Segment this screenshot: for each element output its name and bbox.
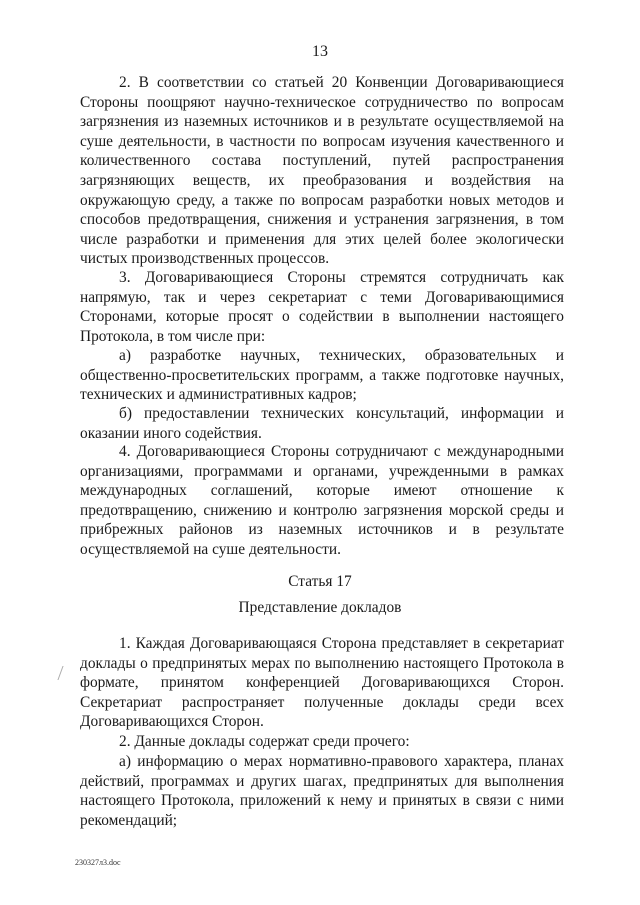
article-title: Представление докладов (238, 599, 402, 616)
paragraph-3b: б) предоставлении технических консультаций, информации и оказании иного содействия. (80, 405, 564, 442)
page-number: 13 (312, 43, 328, 60)
margin-pen-mark (57, 666, 69, 680)
file-footer: 230327л3.doc (75, 858, 121, 867)
paragraph-3a: а) разработке научных, технических, образовательных и общественно-просветительских программ, а также подготовке научных, технических и административных кадров; (80, 347, 564, 404)
article-paragraph-1: 1. Каждая Договаривающаяся Сторона представляет в секретариат доклады о предпринятых мерах по выполнению настоящего Протокола в формате, принятом конференцией Договаривающихся Сторон. Секретариат распространяет полученные доклады среди всех Договаривающихся Сторон. (80, 635, 564, 731)
article-paragraph-2a: а) информацию о мерах нормативно-правового характера, планах действий, программах и других шагах, предпринятых для выполнения настоящего Протокола, приложений к нему и принятых в связи с ними рекомендаций; (80, 753, 564, 829)
paragraph-4: 4. Договаривающиеся Стороны сотрудничают с международными организациями, программами и органами, учрежденными в рамках международных соглашений, которые имеют отношение к предотвращению, снижению и контролю загрязнения морской среды и прибрежных районов из наземных источников и в результате осуществляемой на суше деятельности. (80, 443, 564, 558)
article-paragraph-2: 2. Данные доклады содержат среди прочего: (119, 733, 410, 750)
paragraph-2: 2. В соответствии со статьей 20 Конвенции Договаривающиеся Стороны поощряют научно-техническое сотрудничество по вопросам загрязнения из наземных источников и в результате осуществляемой на суше деятельности, в частности по вопросам изучения качественного и количественного состава поступлений, путей распространения загрязняющих веществ, их преобразования и воздействия на окружающую среду, а также по вопросам разработки новых методов и способов предотвращения, снижения и устранения загрязнения, в том числе разработки и применения для этих целей более экологически чистых производственных процессов. (80, 74, 564, 268)
paragraph-3: 3. Договаривающиеся Стороны стремятся сотрудничать как напрямую, так и через секретариат с теми Договаривающимися Сторонами, которые просят о содействии в выполнении настоящего Протокола, в том числе при: (80, 269, 564, 345)
article-number: Статья 17 (288, 573, 352, 590)
